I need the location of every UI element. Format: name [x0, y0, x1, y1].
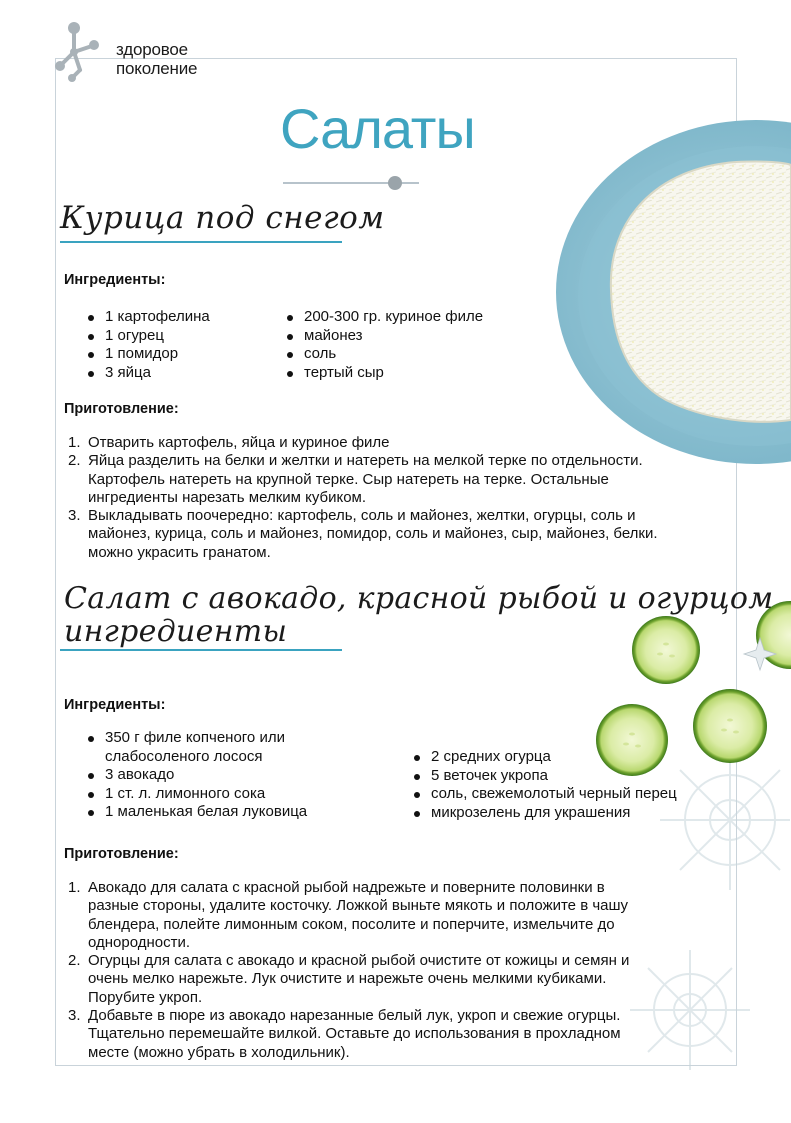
- recipe1-ingredients-left: [88, 308, 278, 382]
- brand-logo: [52, 18, 252, 82]
- recipe1-ingredients-right: [287, 308, 527, 382]
- step-line: разные стороны, удалите косточку. Ложкой выньте мякоть и положите в чашу: [88, 897, 629, 915]
- step-line: месте (можно убрать в холодильник).: [88, 1043, 350, 1061]
- recipe2-title-line2: ингредиенты: [64, 614, 288, 649]
- step-line: очень мелко нарежьте. Лук очистите и нарежьте очень мелкими кубиками.: [88, 970, 607, 988]
- step-line: Яйца разделить на белки и желтки и натереть на мелкой терке по отдельности.: [88, 452, 643, 470]
- salad-plate-image: [556, 120, 791, 465]
- recipe2-ingredients-left: [88, 729, 348, 822]
- step-line: Выкладывать поочередно: картофель, соль и майонез, желтки, огурцы, соль и: [88, 507, 636, 525]
- step-line: майонез, курица, соль и майонез, помидор, соль и майонез, сыр, майонез, белки.: [88, 525, 658, 543]
- list-item: 1 огурец: [88, 327, 278, 346]
- step-number: 3.: [68, 1007, 81, 1025]
- recipe1-steps: [68, 434, 738, 562]
- recipe1-ingredients-heading: Ингредиенты:: [64, 272, 166, 288]
- list-item-line: 1 ст. л. лимонного сока: [105, 784, 266, 802]
- recipe1-title: Курица под снегом: [60, 200, 385, 236]
- step-item: [68, 434, 738, 452]
- list-item: соль, свежемолотый черный перец: [414, 785, 714, 804]
- list-item-line: 350 г филе копченого или: [105, 729, 285, 746]
- step-line: Тщательно перемешайте вилкой. Оставьте до использования в прохладном: [88, 1025, 621, 1043]
- step-item: [68, 879, 738, 952]
- list-item-line: 3 авокадо: [105, 766, 175, 784]
- list-item: микрозелень для украшения: [414, 804, 714, 823]
- page-title: Салаты: [276, 96, 479, 161]
- step-line: однородности.: [88, 933, 191, 951]
- list-item: 200-300 гр. куриное филе: [287, 308, 527, 327]
- list-item: соль: [287, 345, 527, 364]
- step-line: можно украсить гранатом.: [88, 543, 271, 561]
- recipe2-title: [64, 582, 773, 648]
- step-item: [68, 952, 738, 1007]
- step-number: 2.: [68, 952, 81, 970]
- step-line: Порубите укроп.: [88, 988, 203, 1006]
- list-item: [88, 729, 348, 766]
- step-number: 1.: [68, 879, 81, 896]
- brand-line-1: здоровое: [116, 40, 188, 59]
- title-dot: [388, 176, 402, 190]
- recipe1-prep-heading: Приготовление:: [64, 401, 179, 417]
- list-item: 2 средних огурца: [414, 748, 714, 767]
- list-item: майонез: [287, 327, 527, 346]
- list-item-line: слабосоленого лосося: [105, 747, 263, 765]
- brand-name: [116, 40, 197, 78]
- step-line: ингредиенты нарезать мелким кубиком.: [88, 488, 367, 506]
- molecule-icon: [52, 18, 112, 82]
- brand-line-2: поколение: [116, 59, 198, 78]
- list-item: 1 картофелина: [88, 308, 278, 327]
- recipe2-prep-heading: Приготовление:: [64, 846, 179, 862]
- step-number: 3.: [68, 507, 81, 525]
- list-item: [88, 803, 348, 822]
- recipe2-ingredients-right: [414, 748, 714, 822]
- recipe1-title-underline: [60, 241, 342, 243]
- step-line: Отварить картофель, яйца и куриное филе: [88, 434, 390, 451]
- list-item: 5 веточек укропа: [414, 767, 714, 786]
- recipe2-title-line1: Салат с авокадо, красной рыбой и огурцом: [64, 581, 774, 616]
- step-line: Авокадо для салата с красной рыбой надрежьте и поверните половинки в: [88, 879, 605, 896]
- list-item-line: 1 маленькая белая луковица: [105, 803, 308, 821]
- list-item: тертый сыр: [287, 364, 527, 383]
- list-item: 1 помидор: [88, 345, 278, 364]
- step-item: [68, 1007, 738, 1062]
- recipe2-ingredients-heading: Ингредиенты:: [64, 697, 166, 713]
- step-line: Огурцы для салата с авокадо и красной рыбой очистите от кожицы и семян и: [88, 952, 630, 970]
- step-line: Добавьте в пюре из авокадо нарезанные белый лук, укроп и свежие огурцы.: [88, 1007, 621, 1025]
- list-item: [88, 785, 348, 804]
- list-item: [88, 766, 348, 785]
- step-item: [68, 452, 738, 507]
- step-number: 1.: [68, 434, 81, 451]
- list-item: 3 яйца: [88, 364, 278, 383]
- step-line: блендера, полейте лимонным соком, посолите и поперчите, измельчите до: [88, 915, 615, 933]
- step-item: [68, 507, 738, 562]
- step-number: 2.: [68, 452, 81, 470]
- recipe2-steps: [68, 879, 738, 1062]
- recipe2-title-underline: [60, 649, 342, 651]
- step-line: Картофель натереть на крупной терке. Сыр натереть на терке. Остальные: [88, 470, 609, 488]
